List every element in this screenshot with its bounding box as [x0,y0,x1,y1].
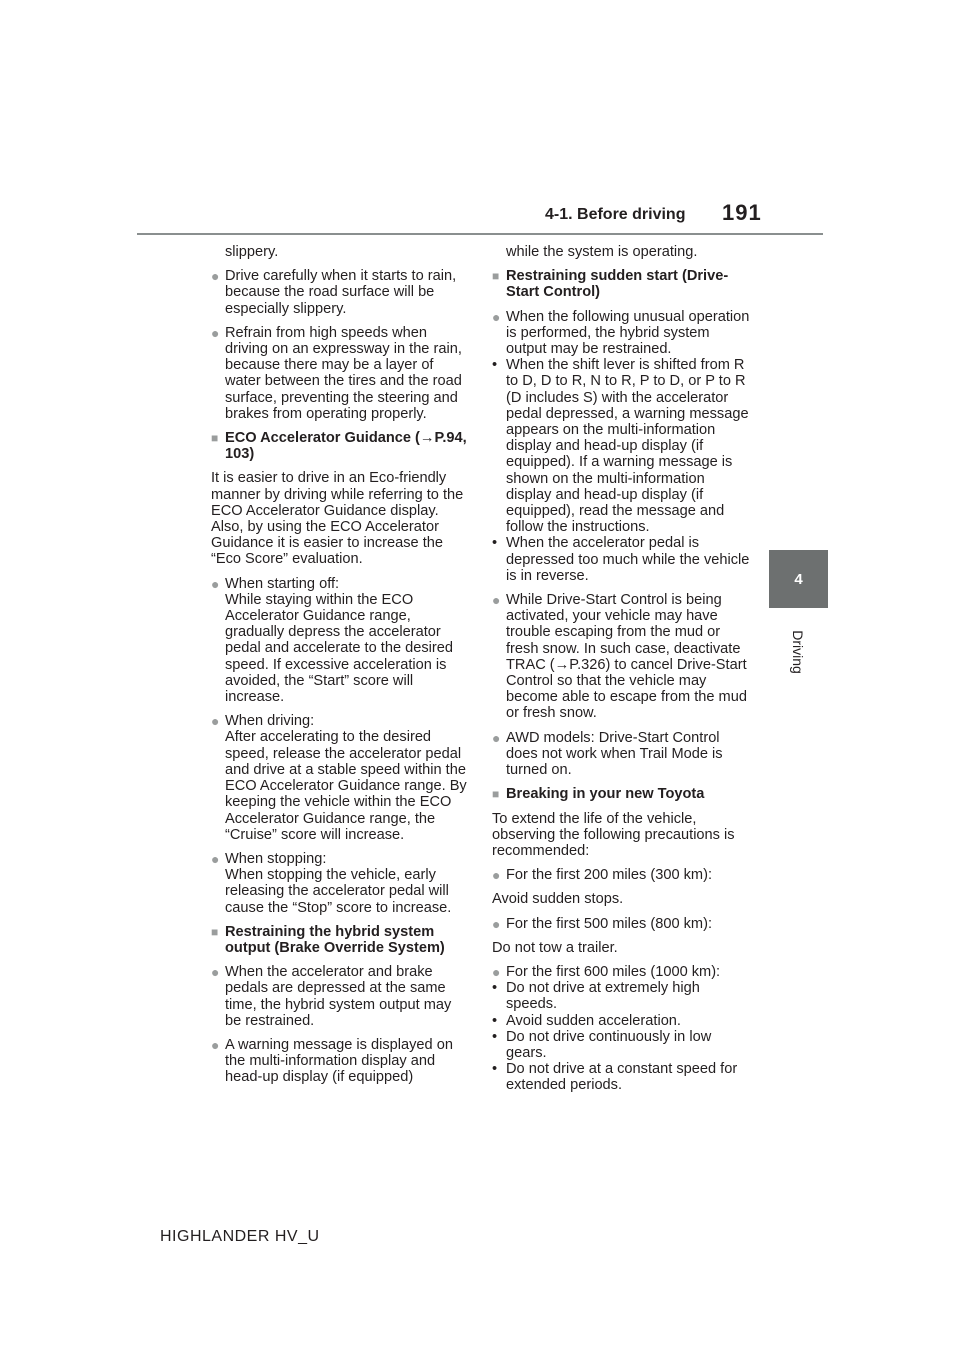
page-reference-link[interactable]: P.94, 103) [225,430,467,463]
right-column [492,244,754,1094]
list-item [211,1037,471,1086]
bullet-icon: ● [492,308,501,325]
bullet-icon: ● [211,575,220,592]
footer-model-name: HIGHLANDER HV_U [160,1228,320,1245]
section-heading-brake-override [211,924,471,956]
sub-list-item [492,980,754,1012]
heading-text: Breaking in your new Toyota [506,786,705,803]
arrow-icon: → [554,656,570,673]
bullet-icon: ● [492,867,501,884]
sub-list-item [492,357,754,535]
list-item-title: When starting off: [225,575,340,592]
list-item [492,730,754,779]
list-item [492,592,754,722]
list-item-text: After accelerating to the desired speed, release the accelerator pedal and drive at a stable speed within the ECO Accelerator Guidance range. By keeping the vehicle within the ECO Accelerator Guidance range, the “Cruise” score will increase. [225,729,467,843]
bullet-icon: ● [211,713,220,730]
header-divider [137,233,823,235]
list-item-text: For the first 600 miles (1000 km): [506,963,721,980]
paragraph: It is easier to drive in an Eco-friendly manner by driving while referring to the ECO Accelerator Guidance display. Also, by using the ECO Accelerator Guidance it is easier to increase the “Eco Score” evaluation. [211,470,464,568]
sub-list-item-text: Do not drive continuously in low gears. [506,1028,712,1061]
sub-list-item-text: When the accelerator pedal is depressed too much while the vehicle is in reverse. [506,535,750,584]
sub-list-item-text: When the shift lever is shifted from R to D, D to R, N to R, P to D, or P to R (D includes S) with the accelerator pedal depressed, a warning message appears on the multi-information display and head-up display (if equipped). If a warning message is shown on the multi-information display and head-up display (if equipped), read the message and follow the instructions. [506,357,749,536]
section-heading-eco [211,430,471,462]
bullet-icon: ● [492,592,501,609]
sub-list-item-text: Avoid sudden acceleration. [506,1012,681,1029]
sub-list-item [492,1061,754,1093]
bullet-icon: ● [492,915,501,932]
dash-bullet-icon: • [492,1061,498,1078]
heading-square-icon: ■ [211,431,219,446]
list-item [211,851,471,916]
list-item [492,916,754,932]
bullet-icon: ● [211,964,220,981]
paragraph: Do not tow a trailer. [492,939,618,956]
dash-bullet-icon: • [492,535,498,552]
chapter-label-container [763,622,833,682]
sub-list-item-text: Do not drive at a constant speed for extended periods. [506,1061,738,1094]
list-item [211,325,471,422]
list-item [211,964,471,1029]
bullet-icon: ● [492,963,501,980]
bullet-icon: ● [211,850,220,867]
sub-list-item [492,535,754,584]
list-item-text: Drive carefully when it starts to rain, because the road surface will be especially slippery. [225,268,457,317]
heading-square-icon: ■ [492,269,500,284]
list-item-title: When stopping: [225,850,327,867]
list-item-text: AWD models: Drive-Start Control does not work when Trail Mode is turned on. [506,729,723,779]
heading-text: ECO Accelerator Guidance ( [225,430,420,447]
section-heading-break-in [492,786,754,802]
list-item-text: While staying within the ECO Accelerator Guidance range, gradually depress the accelerator pedal and accelerate to the desired speed. If excessive acceleration is avoided, the “Start” score will increase. [225,591,453,706]
heading-text: Restraining sudden start (Drive-Start Control) [506,268,729,301]
arrow-icon: → [419,430,435,447]
list-item-text: When the accelerator and brake pedals are depressed at the same time, the hybrid system output may be restrained. [225,964,452,1029]
bullet-icon: ● [211,1036,220,1053]
heading-square-icon: ■ [492,787,500,802]
paragraph: Avoid sudden stops. [492,891,624,908]
chapter-label: Driving [789,630,806,674]
list-item-text: For the first 500 miles (800 km): [506,915,712,932]
section-heading-drive-start [492,268,754,300]
heading-text: Restraining the hybrid system output (Brake Override System) [225,923,445,956]
list-item-text: When the following unusual operation is performed, the hybrid system output may be restrained. [506,308,750,358]
list-item [492,867,754,883]
dash-bullet-icon: • [492,980,498,997]
list-item [492,964,754,980]
page-number: 191 [722,200,762,225]
list-item-text: A warning message is displayed on the multi-information display and head-up display (if equipped) [225,1036,453,1086]
list-item [211,268,471,317]
list-item-text: For the first 200 miles (300 km): [506,867,712,884]
sub-list-item [492,1029,754,1061]
list-item-text: While Drive-Start Control is being activated, your vehicle may have trouble escaping from the mud or fresh snow. In such case, deactivate TRAC ( [506,592,741,673]
list-item-text: When stopping the vehicle, early releasing the accelerator pedal will cause the “Stop” score to increase. [225,867,452,916]
left-column [211,244,471,1086]
heading-square-icon: ■ [211,924,219,939]
chapter-number: 4 [794,570,803,588]
dash-bullet-icon: • [492,1028,498,1045]
continued-text: while the system is operating. [506,244,698,260]
list-item [211,576,471,706]
list-item [492,309,754,358]
paragraph: To extend the life of the vehicle, observing the following precautions is recommended: [492,810,735,859]
section-title: 4-1. Before driving [545,206,686,223]
list-item-text: Refrain from high speeds when driving on an expressway in the rain, because there may be a layer of water between the tires and the road surface, preventing the steering and brakes from operating properly. [225,324,462,422]
page-reference-link[interactable]: P.326 [569,656,606,673]
bullet-icon: ● [211,324,220,341]
bullet-icon: ● [211,268,220,285]
list-item-title: When driving: [225,713,315,730]
sub-list-item [492,1013,754,1029]
dash-bullet-icon: • [492,357,498,374]
dash-bullet-icon: • [492,1012,498,1029]
list-item-text: ) to cancel Drive-Start Control so that the vehicle may become able to escape from the mud or fresh snow. [506,656,747,722]
list-item [211,713,471,843]
bullet-icon: ● [492,729,501,746]
continued-text: slippery. [225,244,279,260]
sub-list-item-text: Do not drive at extremely high speeds. [506,980,700,1013]
chapter-tab[interactable] [769,550,828,608]
